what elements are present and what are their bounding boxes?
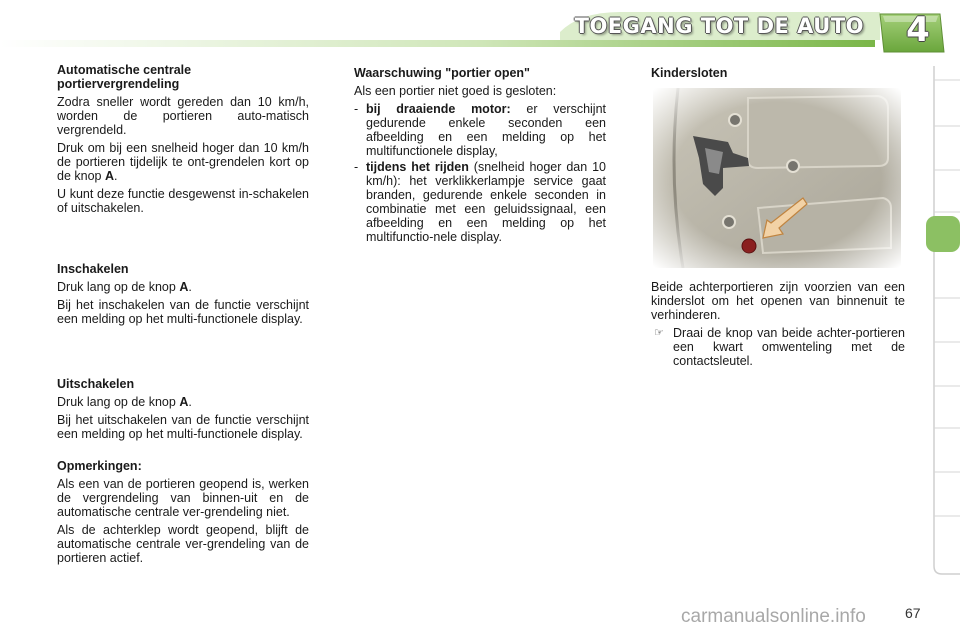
section-heading-remarks: Opmerkingen:	[57, 459, 142, 473]
section-heading-child-locks: Kindersloten	[651, 66, 728, 80]
page-header	[0, 0, 960, 60]
paragraph: Als de achterklep wordt geopend, blijft de automatische centrale ver-grendeling van de portieren actief.	[57, 523, 309, 565]
tab-active	[926, 216, 960, 252]
instruction-item: ☞ Draai de knop van beide achter-portieren een kwart omwenteling met de contactsleutel.	[651, 326, 905, 368]
section-heading-disable: Uitschakelen	[57, 377, 135, 391]
button-key-label: A	[179, 280, 189, 294]
paragraph: Als een portier niet goed is gesloten:	[354, 84, 557, 98]
paragraph: Druk lang op de knop A.	[57, 395, 192, 409]
watermark: carmanualsonline.info	[681, 606, 866, 627]
chapter-number: 4	[906, 10, 930, 50]
section-heading-enable: Inschakelen	[57, 262, 129, 276]
column-left	[57, 63, 309, 569]
child-lock-photo	[653, 88, 901, 268]
list-item: - tijdens het rijden (snelheid hoger dan 10 km/h): het verklikkerlampje service gaat branden, gedurende enkele seconden in combinatie met een geluidssignaal, een afbeelding en een melding op het multifunctio-nele display.	[354, 160, 606, 244]
button-key-label: A	[179, 395, 189, 409]
list-item: - bij draaiende motor: er verschijnt gedurende enkele seconden een afbeelding en een melding op het multifunctionele display,	[354, 102, 607, 158]
paragraph: Zodra sneller wordt gereden dan 10 km/h, worden de portieren auto-matisch vergrendeld.	[57, 95, 309, 137]
paragraph: Bij het inschakelen van de functie verschijnt een melding op het multi-functionele display.	[57, 298, 309, 326]
paragraph: Druk om bij een snelheid hoger dan 10 km/h de portieren tijdelijk te ont-grendelen kort op de knop A.	[57, 141, 309, 183]
paragraph: Druk lang op de knop A.	[57, 280, 192, 294]
page-title: TOEGANG TOT DE AUTO	[574, 14, 864, 38]
paragraph: Beide achterportieren zijn voorzien van een kinderslot om het openen van binnenuit te verhinderen.	[651, 280, 905, 322]
section-heading-door-open-warning: Waarschuwing "portier open"	[354, 66, 530, 80]
paragraph: U kunt deze functie desgewenst in-schakelen of uitschakelen.	[57, 187, 309, 215]
section-heading-auto-lock: Automatische centrale portiervergrendeling	[57, 63, 192, 91]
page-number: 67	[905, 605, 921, 621]
column-middle	[354, 66, 606, 246]
button-key-label: A	[104, 169, 114, 183]
column-right	[651, 66, 905, 368]
pointing-hand-icon: ☞	[654, 327, 664, 339]
paragraph: Als een van de portieren geopend is, werken de vergrendeling van binnen-uit en de automatische centrale ver-grendeling niet.	[57, 477, 309, 519]
paragraph: Bij het uitschakelen van de functie verschijnt een melding op het multi-functionele display.	[57, 413, 309, 441]
chapter-tabs	[926, 66, 960, 576]
